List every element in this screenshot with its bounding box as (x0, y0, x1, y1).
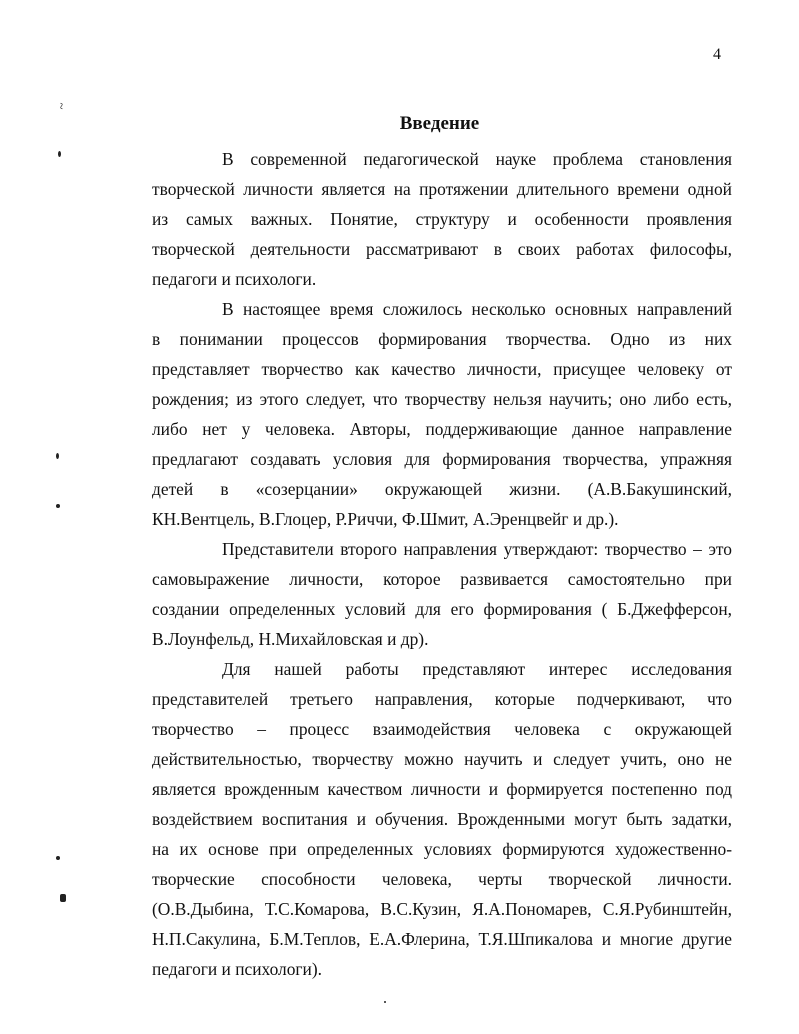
text-line: на их основе при определенных условиях формируются художественно- (152, 839, 732, 859)
scan-mark (56, 856, 60, 860)
scan-mark: ~ (54, 102, 70, 110)
text-line: является врожденным качеством личности и формируется постепенно под (152, 779, 732, 799)
text-line: из самых важных. Понятие, структуру и особенности проявления (152, 209, 732, 229)
section-title: Введение (399, 113, 480, 134)
text-line: самовыражение личности, которое развивается самостоятельно при (152, 569, 732, 589)
text-line: творческие способности человека, черты творческой личности. (152, 869, 732, 889)
text-line: Для нашей работы представляют интерес исследования (222, 659, 732, 679)
page-number: 4 (713, 46, 721, 63)
text-line: рождения; из этого следует, что творчеству нельзя научить; оно либо есть, (152, 389, 732, 409)
text-line: педагоги и психологи). (152, 959, 322, 979)
scan-mark (56, 504, 60, 508)
text-line: создании определенных условий для его формирования ( Б.Джефферсон, (152, 599, 732, 619)
scan-mark (58, 151, 61, 157)
text-line: действительностью, творчеству можно научить и следует учить, оно не (152, 749, 732, 769)
text-line: либо нет у человека. Авторы, поддерживающие данное направление (152, 419, 732, 439)
text-line: Представители второго направления утверждают: творчество – это (222, 539, 732, 559)
text-line: (О.В.Дыбина, Т.С.Комарова, В.С.Кузин, Я.А.Пономарев, С.Я.Рубинштейн, (152, 899, 732, 919)
text-line: творческой личности является на протяжении длительного времени одной (152, 179, 732, 199)
text-line: предлагают создавать условия для формирования творчества, упражняя (152, 449, 732, 469)
text-line: в понимании процессов формирования творчества. Одно из них (152, 329, 732, 349)
text-line: детей в «созерцании» окружающей жизни. (А.В.Бакушинский, (152, 479, 732, 499)
scan-mark (384, 1001, 386, 1003)
scan-mark (56, 453, 59, 459)
text-line: творческой деятельности рассматривают в своих работах философы, (152, 239, 732, 259)
text-line: В современной педагогической науке проблема становления (222, 149, 732, 169)
text-line: воздействием воспитания и обучения. Врожденными могут быть задатки, (152, 809, 732, 829)
text-line: педагоги и психологи. (152, 269, 317, 289)
text-line: представляет творчество как качество личности, присущее человеку от (152, 359, 732, 379)
text-line: КН.Вентцель, В.Глоцер, Р.Риччи, Ф.Шмит, А.Эренцвейг и др.). (152, 509, 619, 529)
scan-mark (60, 894, 66, 902)
text-line: Н.П.Сакулина, Б.М.Теплов, Е.А.Флерина, Т.Я.Шпикалова и многие другие (152, 929, 732, 949)
text-line: В настоящее время сложилось несколько основных направлений (222, 299, 732, 319)
text-line: В.Лоунфельд, Н.Михайловская и др). (152, 629, 429, 649)
text-line: творчество – процесс взаимодействия человека с окружающей (152, 719, 732, 739)
text-line: представителей третьего направления, которые подчеркивают, что (152, 689, 732, 709)
